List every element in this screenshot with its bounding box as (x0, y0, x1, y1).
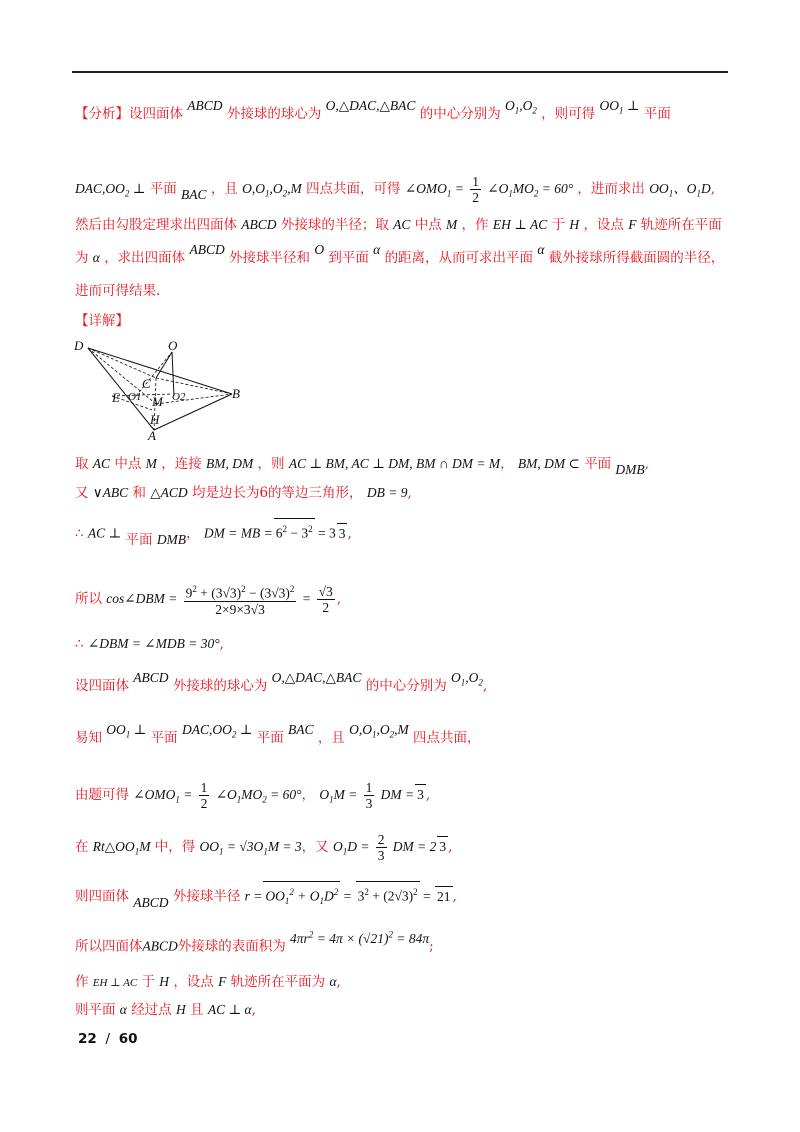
analysis-line-4: 为 α ，求出四面体 ABCD 外接球半径和 O 到平面 α 的距离，从而可求出平面 α 截外接球所得截面圆的半径， (75, 242, 725, 266)
analysis-line-2: $DAC,OO_2$ ⊥ 平面 BAC ，且 $O,O_1,O_2,M$ 四点共面，可得 $\angle OMO_1$ = $\frac{1}{2}$ $\angle O_1MO_2 = 60^\circ$ ，进而求出 $OO_1$、$O_1D$, (75, 174, 715, 205)
analysis-line-1: 【分析】设四面体 ABCD 外接球的球心为 O,△DAC,△BAC 的中心分别为 $O_1,O_2$ ，则可得 $OO_1$ ⊥ 平面 (75, 98, 671, 122)
page-number: 22 / 60 (78, 1031, 138, 1047)
edge-OO2 (172, 352, 174, 396)
label-C: C (142, 376, 151, 391)
detail-line-12: 作 EH ⊥ AC 于 H ，设点 F 轨迹所在平面为 α, (75, 974, 341, 990)
label-M: M (152, 394, 163, 409)
detail-line-3: ∴ AC ⊥ 平面 DMB， DM = MB = $6^2 - 3^2 = 3$ 3 , (75, 518, 352, 544)
segment-E-O2 (112, 394, 172, 396)
analysis-label: 【分析】 (75, 106, 129, 122)
label-O1: O1 (128, 391, 142, 403)
detail-line-10: 则四面体 ABCD 外接球半径 $r = OO_1^2 + O_1D^2 = 3^2 + (2√3)^2 = 21$ , (75, 881, 457, 911)
label-A: A (148, 428, 156, 443)
edge-CB (156, 378, 232, 394)
detail-line-4: 所以 cos∠DBM = $\frac{9^2 + (3√3)^2 - (3√3)^2}{2\times 9\times 3√3}$ = $\frac{√3}{2}$ , (75, 583, 342, 617)
detail-line-2: 又 ∨ABC 和 △ACD 均是边长为6的等边三角形， DB = 9, (75, 485, 412, 501)
analysis-line-3: 然后由勾股定理求出四面体 ABCD 外接球的半径；取 AC 中点 M ，作 EH ⊥ AC 于 H ，设点 F 轨迹所在平面 (75, 217, 722, 233)
detail-line-8: 由题可得 $\angle OMO_1$ = $\frac{1}{2}$ $\angle O_1MO_2 = 60^\circ$， $O_1M$ = $\frac{1}{3}$ DM = 3 , (75, 780, 431, 811)
label-D: D (74, 338, 84, 353)
detail-line-1: 取 AC 中点 M ，连接 BM, DM ，则 AC ⊥ BM, AC ⊥ DM, BM ∩ DM = M， BM, DM ⊂ 平面 DMB, (75, 456, 649, 477)
detail-line-7: 易知 $OO_1$ ⊥ 平面 $DAC,OO_2$ ⊥ 平面 BAC ，且 $O,O_1,O_2,M$ 四点共面， (75, 722, 481, 746)
edge-DC (88, 348, 156, 378)
label-O2: O2 (172, 391, 186, 403)
label-B: B (232, 386, 240, 401)
label-O: O (168, 338, 178, 353)
detail-line-5: ∴ ∠DBM = ∠MDB = 30°, (75, 636, 224, 652)
header-rule (72, 71, 728, 73)
label-E: E (112, 390, 120, 405)
detail-line-9: 在 $Rt\triangle OO_1M$ 中，得 $OO_1 = √3O_1M = 3$，又 $O_1D$ = $\frac{2}{3}$ DM = 2 3 , (75, 832, 453, 863)
detail-line-6: 设四面体 ABCD 外接球的球心为 O,△DAC,△BAC 的中心分别为 $O_1,O_2$, (75, 670, 488, 694)
detail-line-11: 所以四面体ABCD外接球的表面积为 $4\pi r^2 = 4\pi \times (√21)^2 = 84\pi$; (75, 929, 434, 955)
label-H: H (150, 412, 160, 427)
detail-line-13: 则平面 α 经过点 H 且 AC ⊥ α, (75, 1002, 256, 1018)
tetrahedron-figure (72, 336, 248, 444)
analysis-line-5: 进而可得结果. (75, 283, 161, 299)
detail-label: 【详解】 (75, 313, 129, 329)
